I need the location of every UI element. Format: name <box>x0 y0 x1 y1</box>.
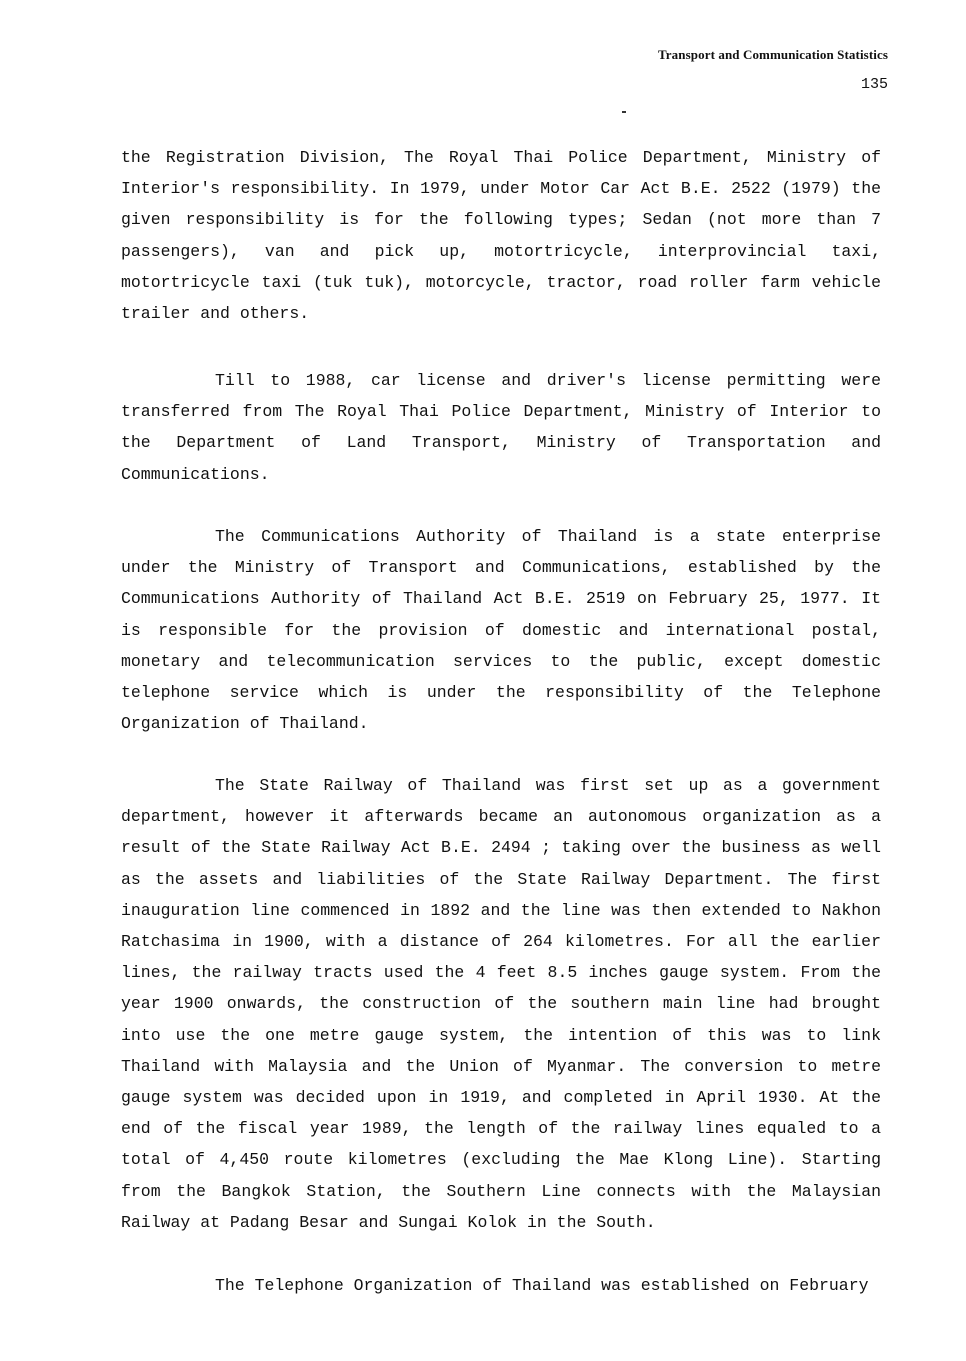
paragraph-communications-authority: The Communications Authority of Thailand is a state enterprise under the Ministry of Transport and Communications, established by the Communications Authority of Thailand Act B.E. 2519 on February 25, 1977. It is responsible for the provision of domestic and international postal, monetary and telecommunication services to the public, except domestic telephone service which is under the responsibility of the Telephone Organization of Thailand. <box>121 527 881 734</box>
paragraph-telephone-organization: The Telephone Organization of Thailand was established on February <box>215 1276 869 1295</box>
paragraph-vehicle-registration: the Registration Division, The Royal Thai Police Department, Ministry of Interior's responsibility. In 1979, under Motor Car Act B.E. 2522 (1979) the given responsibility is for the following types; Sedan (not more than 7 passengers), van and pick up, motortricycle, interprovincial taxi, motortricycle taxi (tuk tuk), motorcycle, tractor, road roller farm vehicle trailer and others. <box>121 148 881 324</box>
page-number: 135 <box>860 76 888 93</box>
paragraph-state-railway: The State Railway of Thailand was first set up as a government department, however it afterwards became an autonomous organization as a result of the State Railway Act B.E. 2494 ; taking over the business as well as the assets and liabilities of the State Railway Department. The first inauguration line commenced in 1892 and the line was then extended to Nakhon Ratchasima in 1900, with a distance of 264 kilometres. For all the earlier lines, the railway tracts used the 4 feet 8.5 inches gauge system. From the year 1900 onwards, the construction of the southern main line had brought into use the one metre gauge system, the intention of this was to link Thailand with Malaysia and the Union of Myanmar. The conversion to metre gauge system was decided upon in 1919, and completed in April 1930. At the end of the fiscal year 1989, the length of the railway lines equaled to a total of 4,450 route kilometres (excluding the Mae Klong Line). Starting from the Bangkok Station, the Southern Line connects with the Malaysian Railway at Padang Besar and Sungai Kolok in the South. <box>121 776 881 1232</box>
stray-mark <box>622 111 626 113</box>
running-header: Transport and Communication Statistics <box>658 47 888 62</box>
paragraph-license-transfer: Till to 1988, car license and driver's license permitting were transferred from The Royal Thai Police Department, Ministry of Interior to the Department of Land Transport, Ministry of Transportation and Communications. <box>121 371 881 484</box>
